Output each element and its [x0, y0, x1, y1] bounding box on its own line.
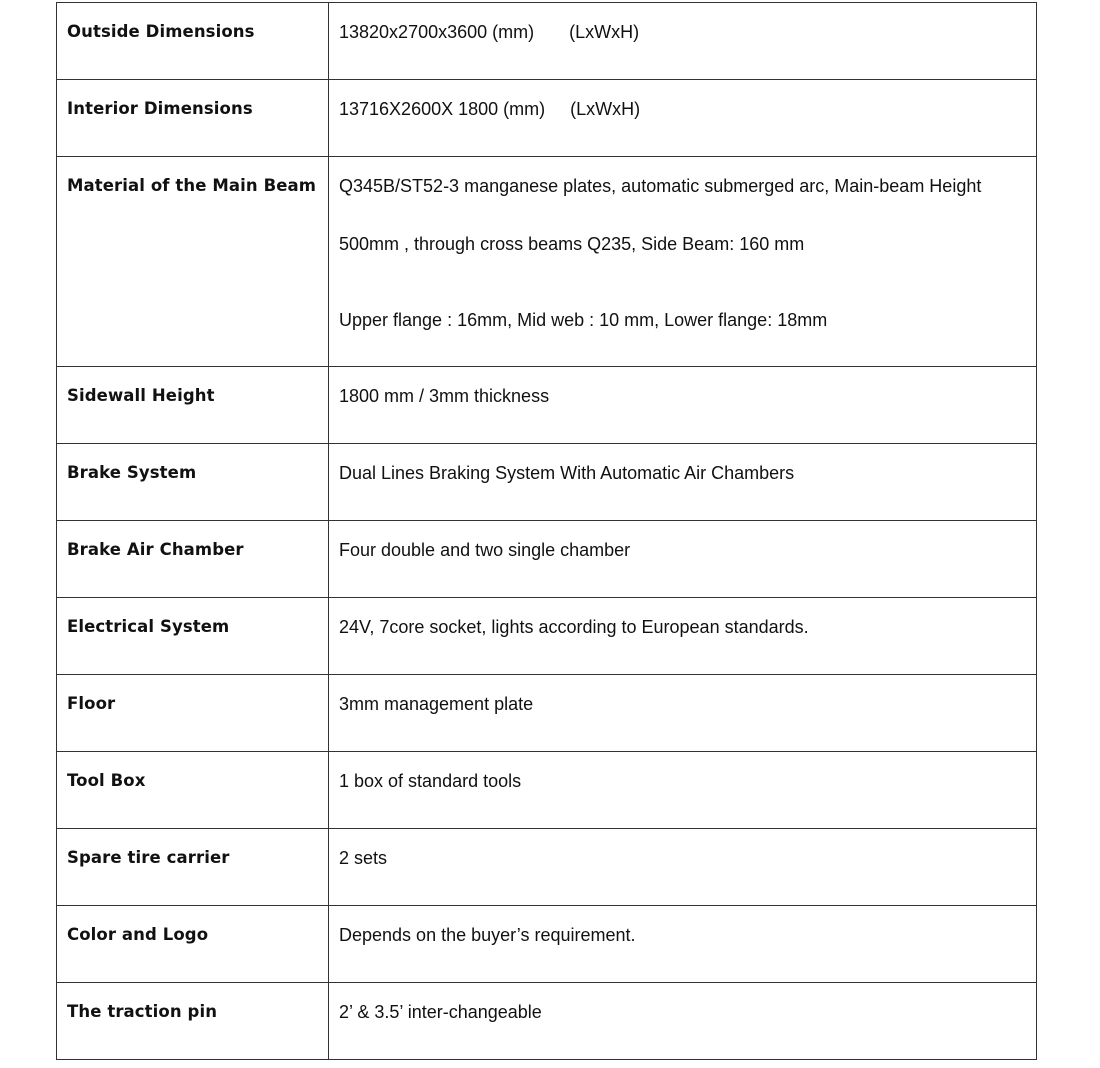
- spec-value: [329, 752, 1037, 829]
- table-row-electrical-system: [57, 598, 1037, 675]
- table-row-tool-box: [57, 752, 1037, 829]
- spec-label: The traction pin: [57, 983, 329, 1060]
- table-row-main-beam-material: [57, 157, 1037, 367]
- spec-value: [329, 521, 1037, 598]
- spec-label: Spare tire carrier: [57, 829, 329, 906]
- spec-value-line: Four double and two single chamber: [339, 540, 631, 560]
- table-row-sidewall-height: [57, 367, 1037, 444]
- spec-label: Brake System: [57, 444, 329, 521]
- spec-value: [329, 983, 1037, 1060]
- spec-value: [329, 906, 1037, 983]
- table-row-interior-dimensions: [57, 80, 1037, 157]
- spec-value: [329, 675, 1037, 752]
- table-row-brake-air-chamber: [57, 521, 1037, 598]
- spec-label: Electrical System: [57, 598, 329, 675]
- table-row-brake-system: [57, 444, 1037, 521]
- spec-value-line: 1 box of standard tools: [339, 771, 522, 791]
- table-row-outside-dimensions: [57, 3, 1037, 80]
- spec-value-line: Upper flange : 16mm, Mid web : 10 mm, Lower flange: 18mm: [339, 310, 828, 330]
- spec-value: [329, 829, 1037, 906]
- spec-value-line: 24V, 7core socket, lights according to European standards.: [339, 617, 809, 637]
- spec-label: Sidewall Height: [57, 367, 329, 444]
- specification-table: [56, 2, 1037, 1060]
- table-row-traction-pin: [57, 983, 1037, 1060]
- spec-value-line: Depends on the buyer’s requirement.: [339, 925, 636, 945]
- spec-value-line: 1800 mm / 3mm thickness: [339, 386, 550, 406]
- spec-label: Color and Logo: [57, 906, 329, 983]
- spec-value: [329, 157, 1037, 367]
- table-row-spare-tire-carrier: [57, 829, 1037, 906]
- spec-value-line: 500mm , through cross beams Q235, Side Beam: 160 mm: [339, 234, 805, 254]
- spec-label: Material of the Main Beam: [57, 157, 329, 367]
- spec-value-line: 13820x2700x3600 (mm) (LxWxH): [339, 22, 640, 42]
- table-row-floor: [57, 675, 1037, 752]
- spec-value-line: 2 sets: [339, 848, 388, 868]
- spec-label: Interior Dimensions: [57, 80, 329, 157]
- spec-value: [329, 367, 1037, 444]
- spec-value: [329, 444, 1037, 521]
- spec-value: [329, 598, 1037, 675]
- spec-label: Floor: [57, 675, 329, 752]
- spec-label: Tool Box: [57, 752, 329, 829]
- spec-value-line: 13716X2600X 1800 (mm) (LxWxH): [339, 99, 641, 119]
- spec-value-line: Q345B/ST52-3 manganese plates, automatic submerged arc, Main-beam Height: [339, 176, 982, 196]
- spec-label: Outside Dimensions: [57, 3, 329, 80]
- spec-label: Brake Air Chamber: [57, 521, 329, 598]
- table-row-color-and-logo: [57, 906, 1037, 983]
- spec-value-line: 3mm management plate: [339, 694, 534, 714]
- spec-value-line: Dual Lines Braking System With Automatic Air Chambers: [339, 463, 795, 483]
- spec-value: [329, 3, 1037, 80]
- spec-value-line: 2’ & 3.5’ inter-changeable: [339, 1002, 542, 1022]
- spec-value: [329, 80, 1037, 157]
